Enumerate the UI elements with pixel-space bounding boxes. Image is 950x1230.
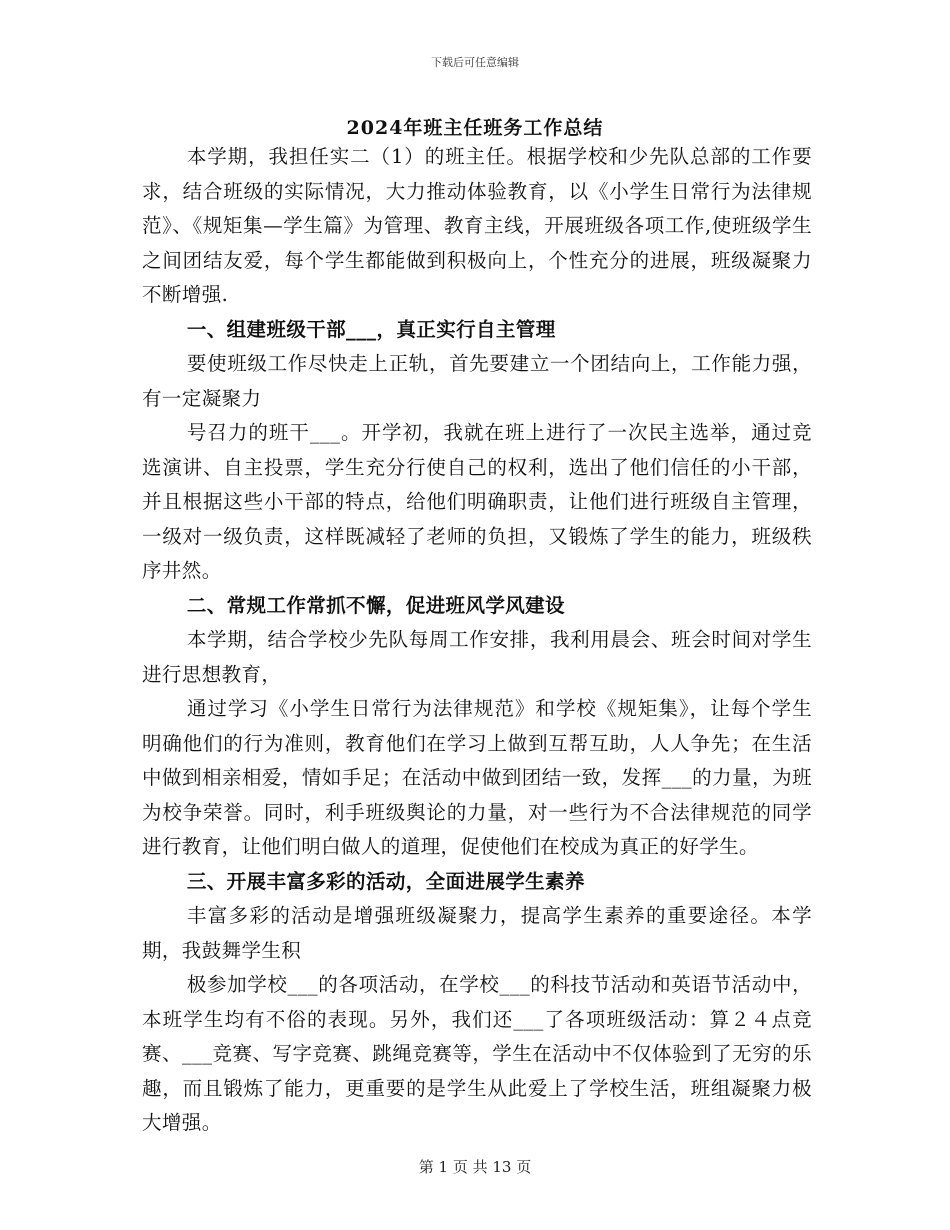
paragraph: 要使班级工作尽快走上正轨，首先要建立一个团结向上，工作能力强，有一定凝聚力 <box>142 352 812 410</box>
paragraph: 通过学习《小学生日常行为法律规范》和学校《规矩集》，让每个学生明确他们的行为准则，教育他们在学习上做到互帮互助，人人争先；在生活中做到相亲相爱，情如手足；在活动中做到团结一致，发挥___的力量，为班为校争荣誉。同时，利手班级舆论的力量，对一些行为不合法律规范的同学进行教育，让他们明白做人的道理，促使他们在校成为真正的好学生。 <box>142 697 812 858</box>
document-title: 2024年班主任班务工作总结 <box>346 117 604 139</box>
section-heading-2: 二、常规工作常抓不懈，促进班风学风建设 <box>186 593 565 617</box>
paragraph-intro: 本学期，我担任实二（1）的班主任。根据学校和少先队总部的工作要求，结合班级的实际情况，大力推动体验教育，以《小学生日常行为法律规范》、《规矩集—学生篇》为管理、教育主线，开展班级各项工作,使班级学生之间团结友爱，每个学生都能做到积极向上，个性充分的进展，班级凝聚力不断增强. <box>142 145 812 306</box>
page-footer: 第 1 页 共 13 页 <box>418 1158 532 1176</box>
section-heading-1: 一、组建班级干部___，真正实行自主管理 <box>186 317 556 341</box>
paragraph: 丰富多彩的活动是增强班级凝聚力，提高学生素养的重要途径。本学期，我鼓舞学生积 <box>142 904 812 962</box>
paragraph: 本学期，结合学校少先队每周工作安排，我利用晨会、班会时间对学生进行思想教育， <box>142 628 812 686</box>
paragraph: 极参加学校___的各项活动，在学校___的科技节活动和英语节活动中，本班学生均有不俗的表现。另外，我们还___了各项班级活动：算２４点竞赛、___竞赛、写字竞赛、跳绳竞赛等，学生在活动中不仅体验到了无穷的乐趣，而且锻炼了能力，更重要的是学生从此爱上了学校生活，班组凝聚力极大增强。 <box>142 973 812 1134</box>
header-note: 下载后可任意编辑 <box>431 56 519 69</box>
section-heading-3: 三、开展丰富多彩的活动，全面进展学生素养 <box>186 869 585 893</box>
paragraph: 号召力的班干___。开学初，我就在班上进行了一次民主选举，通过竞选演讲、自主投票，学生充分行使自己的权利，选出了他们信任的小干部，并且根据这些小干部的特点，给他们明确职责，让他们进行班级自主管理，一级对一级负责，这样既减轻了老师的负担，又锻炼了学生的能力，班级秩序井然。 <box>142 421 812 582</box>
document-body <box>142 140 812 1141</box>
